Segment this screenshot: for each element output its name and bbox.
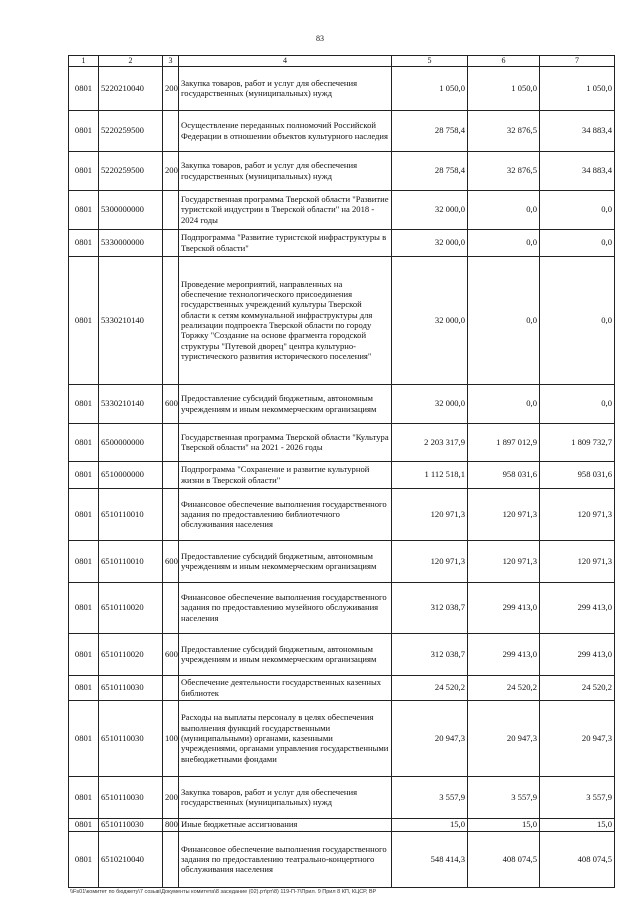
cell-name: Закупка товаров, работ и услуг для обеспечения государственных (муниципальных) нужд: [179, 776, 392, 818]
cell-name: Предоставление субсидий бюджетным, автономным учреждениям и иным некоммерческим организациям: [179, 540, 392, 582]
cell-name: Проведение мероприятий, направленных на обеспечение технологического присоединения государственных учреждений культуры Тверской области к сетям коммунальной инфраструктуры для реализации подпроекта Тверской области по городу Торжку "Создание на основе фрагмента городской структуры "Путевой дворец" центра культурно-туристического развития исторического поселения": [179, 256, 392, 384]
footer-file-path: \\Fs01\комитет по бюджету\7 созыв\Документы комитета\8 заседание (02).рт\рт\8) 119-П-7\Прил. 9 Прил 8 КП, КЦСР, ВР: [70, 889, 377, 895]
cell-expense-type: 200: [163, 151, 179, 190]
cell-section: 0801: [69, 675, 99, 700]
cell-y2023: 0,0: [540, 229, 615, 256]
cell-article: 5220259500: [99, 151, 163, 190]
col-header-7: 7: [540, 56, 615, 67]
table-row: [69, 540, 615, 582]
table-row: [69, 384, 615, 423]
cell-y2022: 120 971,3: [468, 540, 540, 582]
cell-section: 0801: [69, 229, 99, 256]
cell-y2022: 0,0: [468, 229, 540, 256]
col-header-3: 3: [163, 56, 179, 67]
cell-y2023: 408 074,5: [540, 831, 615, 887]
cell-expense-type: [163, 110, 179, 151]
cell-y2021: 1 112 518,1: [392, 461, 468, 488]
cell-article: 6510110030: [99, 776, 163, 818]
table-row: [69, 700, 615, 776]
cell-section: 0801: [69, 384, 99, 423]
cell-y2022: 299 413,0: [468, 633, 540, 675]
cell-article: 6510110020: [99, 633, 163, 675]
cell-y2022: 0,0: [468, 190, 540, 229]
cell-y2022: 958 031,6: [468, 461, 540, 488]
cell-y2021: 28 758,4: [392, 110, 468, 151]
cell-name: Подпрограмма "Развитие туристской инфраструктуры в Тверской области": [179, 229, 392, 256]
cell-section: 0801: [69, 818, 99, 831]
col-header-1: 1: [69, 56, 99, 67]
cell-y2022: 1 050,0: [468, 66, 540, 110]
cell-y2022: 3 557,9: [468, 776, 540, 818]
cell-y2022: 32 876,5: [468, 151, 540, 190]
cell-expense-type: [163, 423, 179, 461]
col-header-2: 2: [99, 56, 163, 67]
cell-y2023: 34 883,4: [540, 151, 615, 190]
cell-y2022: 20 947,3: [468, 700, 540, 776]
cell-section: 0801: [69, 66, 99, 110]
cell-name: Осуществление переданных полномочий Российской Федерации в отношении объектов культурного наследия: [179, 110, 392, 151]
cell-y2022: 1 897 012,9: [468, 423, 540, 461]
cell-section: 0801: [69, 633, 99, 675]
cell-expense-type: 100: [163, 700, 179, 776]
cell-name: Финансовое обеспечение выполнения государственного задания по предоставлению театрально-концертного обслуживания населения: [179, 831, 392, 887]
cell-expense-type: 200: [163, 66, 179, 110]
cell-y2021: 32 000,0: [392, 256, 468, 384]
cell-article: 5300000000: [99, 190, 163, 229]
cell-article: 6510000000: [99, 461, 163, 488]
table-row: [69, 423, 615, 461]
cell-expense-type: 800: [163, 818, 179, 831]
cell-name: Обеспечение деятельности государственных казенных библиотек: [179, 675, 392, 700]
cell-expense-type: 600: [163, 540, 179, 582]
col-header-5: 5: [392, 56, 468, 67]
cell-expense-type: 200: [163, 776, 179, 818]
cell-name: Подпрограмма "Сохранение и развитие культурной жизни в Тверской области": [179, 461, 392, 488]
cell-y2021: 28 758,4: [392, 151, 468, 190]
cell-article: 5330210140: [99, 384, 163, 423]
cell-section: 0801: [69, 190, 99, 229]
col-header-6: 6: [468, 56, 540, 67]
cell-y2023: 299 413,0: [540, 582, 615, 633]
cell-y2023: 15,0: [540, 818, 615, 831]
cell-y2021: 1 050,0: [392, 66, 468, 110]
cell-article: 5220259500: [99, 110, 163, 151]
cell-y2022: 408 074,5: [468, 831, 540, 887]
cell-article: 5220210040: [99, 66, 163, 110]
cell-y2023: 120 971,3: [540, 488, 615, 540]
cell-section: 0801: [69, 256, 99, 384]
table-row: [69, 488, 615, 540]
cell-name: Предоставление субсидий бюджетным, автономным учреждениям и иным некоммерческим организациям: [179, 633, 392, 675]
cell-y2021: 120 971,3: [392, 540, 468, 582]
cell-y2021: 15,0: [392, 818, 468, 831]
cell-y2023: 1 050,0: [540, 66, 615, 110]
cell-section: 0801: [69, 700, 99, 776]
page-number: 83: [316, 34, 324, 43]
cell-expense-type: [163, 831, 179, 887]
cell-name: Государственная программа Тверской области "Развитие туристской индустрии в Тверской области" на 2018 - 2024 годы: [179, 190, 392, 229]
cell-name: Закупка товаров, работ и услуг для обеспечения государственных (муниципальных) нужд: [179, 151, 392, 190]
cell-section: 0801: [69, 540, 99, 582]
table-row: [69, 776, 615, 818]
cell-name: Финансовое обеспечение выполнения государственного задания по предоставлению музейного обслуживания населения: [179, 582, 392, 633]
cell-name: Финансовое обеспечение выполнения государственного задания по предоставлению библиотечного обслуживания населения: [179, 488, 392, 540]
cell-y2023: 1 809 732,7: [540, 423, 615, 461]
cell-article: 6510110010: [99, 540, 163, 582]
cell-section: 0801: [69, 151, 99, 190]
cell-expense-type: [163, 461, 179, 488]
cell-y2023: 34 883,4: [540, 110, 615, 151]
cell-y2022: 32 876,5: [468, 110, 540, 151]
table-row: [69, 66, 615, 110]
cell-y2023: 3 557,9: [540, 776, 615, 818]
table-row: [69, 818, 615, 831]
table-row: [69, 461, 615, 488]
cell-y2023: 120 971,3: [540, 540, 615, 582]
cell-y2023: 20 947,3: [540, 700, 615, 776]
cell-expense-type: [163, 675, 179, 700]
table-row: [69, 633, 615, 675]
cell-y2021: 32 000,0: [392, 384, 468, 423]
cell-y2023: 0,0: [540, 190, 615, 229]
cell-expense-type: [163, 229, 179, 256]
cell-y2021: 32 000,0: [392, 190, 468, 229]
cell-article: 6500000000: [99, 423, 163, 461]
cell-article: 6510110010: [99, 488, 163, 540]
cell-section: 0801: [69, 461, 99, 488]
cell-y2022: 299 413,0: [468, 582, 540, 633]
cell-expense-type: 600: [163, 384, 179, 423]
cell-y2023: 24 520,2: [540, 675, 615, 700]
cell-name: Предоставление субсидий бюджетным, автономным учреждениям и иным некоммерческим организациям: [179, 384, 392, 423]
cell-article: 6510110030: [99, 700, 163, 776]
cell-y2022: 15,0: [468, 818, 540, 831]
cell-y2023: 0,0: [540, 256, 615, 384]
table-row: [69, 229, 615, 256]
cell-section: 0801: [69, 831, 99, 887]
cell-y2022: 120 971,3: [468, 488, 540, 540]
cell-y2021: 32 000,0: [392, 229, 468, 256]
cell-y2021: 20 947,3: [392, 700, 468, 776]
cell-article: 5330000000: [99, 229, 163, 256]
cell-name: Иные бюджетные ассигнования: [179, 818, 392, 831]
table-row: [69, 675, 615, 700]
table-row: [69, 151, 615, 190]
cell-y2021: 312 038,7: [392, 582, 468, 633]
cell-expense-type: [163, 488, 179, 540]
cell-expense-type: 600: [163, 633, 179, 675]
table-row: [69, 582, 615, 633]
cell-y2022: 0,0: [468, 256, 540, 384]
cell-article: 6510110020: [99, 582, 163, 633]
cell-name: Закупка товаров, работ и услуг для обеспечения государственных (муниципальных) нужд: [179, 66, 392, 110]
table-row: [69, 110, 615, 151]
cell-article: 6510110030: [99, 675, 163, 700]
cell-expense-type: [163, 582, 179, 633]
cell-article: 5330210140: [99, 256, 163, 384]
table-row: [69, 190, 615, 229]
table-row: [69, 256, 615, 384]
header-row: [69, 56, 615, 67]
cell-y2022: 24 520,2: [468, 675, 540, 700]
cell-y2021: 312 038,7: [392, 633, 468, 675]
cell-expense-type: [163, 190, 179, 229]
budget-table: [68, 55, 615, 888]
cell-y2021: 2 203 317,9: [392, 423, 468, 461]
cell-name: Государственная программа Тверской области "Культура Тверской области" на 2021 - 2026 годы: [179, 423, 392, 461]
cell-y2023: 0,0: [540, 384, 615, 423]
cell-section: 0801: [69, 110, 99, 151]
cell-article: 6510210040: [99, 831, 163, 887]
cell-section: 0801: [69, 776, 99, 818]
cell-y2023: 958 031,6: [540, 461, 615, 488]
cell-name: Расходы на выплаты персоналу в целях обеспечения выполнения функций государственными (муниципальными) органами, казенными учреждениями, органами управления государственными внебюджетными фондами: [179, 700, 392, 776]
col-header-4: 4: [179, 56, 392, 67]
cell-expense-type: [163, 256, 179, 384]
cell-y2021: 3 557,9: [392, 776, 468, 818]
cell-y2023: 299 413,0: [540, 633, 615, 675]
cell-y2021: 120 971,3: [392, 488, 468, 540]
cell-y2022: 0,0: [468, 384, 540, 423]
cell-section: 0801: [69, 488, 99, 540]
table-row: [69, 831, 615, 887]
cell-section: 0801: [69, 582, 99, 633]
cell-y2021: 24 520,2: [392, 675, 468, 700]
cell-article: 6510110030: [99, 818, 163, 831]
cell-section: 0801: [69, 423, 99, 461]
cell-y2021: 548 414,3: [392, 831, 468, 887]
